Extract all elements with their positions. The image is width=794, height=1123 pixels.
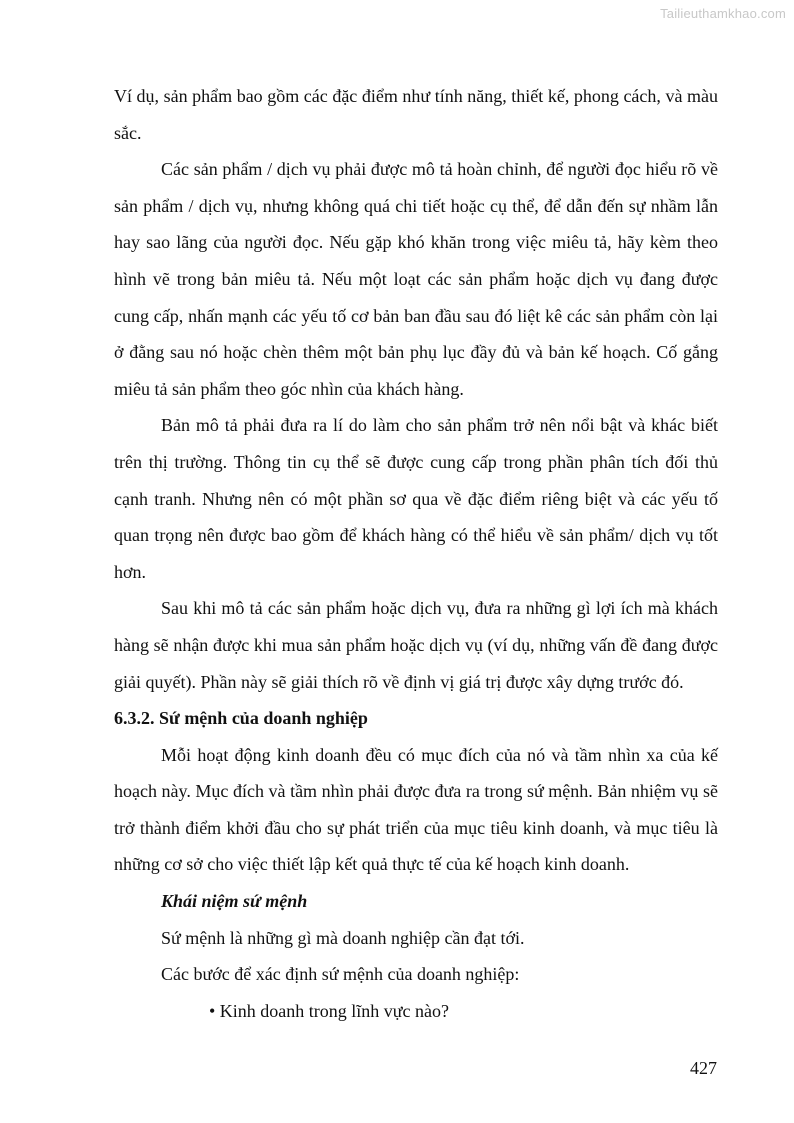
page-body bbox=[114, 78, 718, 1029]
subheading-mission-concept: Khái niệm sứ mệnh bbox=[161, 891, 308, 912]
page-number: 427 bbox=[690, 1058, 717, 1078]
paragraph-mission-intro: Mỗi hoạt động kinh doanh đều có mục đích của nó và tầm nhìn xa của kế hoạch này. Mục đích và tầm nhìn phải được đưa ra trong sứ mệnh. Bản nhiệm vụ sẽ trở thành điểm khởi đầu cho sự phát triển của mục tiêu kinh doanh, và mục tiêu là những cơ sở cho việc thiết lập kết quả thực tế của kế hoạch kinh doanh. bbox=[114, 744, 718, 875]
paragraph-example: Ví dụ, sản phẩm bao gồm các đặc điểm như tính năng, thiết kế, phong cách, và màu sắc. bbox=[114, 86, 718, 143]
watermark-text: Tailieuthamkhao.com bbox=[660, 6, 786, 21]
paragraph-product-description: Các sản phẩm / dịch vụ phải được mô tả hoàn chỉnh, để người đọc hiểu rõ về sản phẩm / dịch vụ, nhưng không quá chi tiết hoặc cụ thể, để dẫn đến sự nhầm lẫn hay sao lãng của người đọc. Nếu gặp khó khăn trong việc miêu tả, hãy kèm theo hình vẽ trong bản miêu tả. Nếu một loạt các sản phẩm hoặc dịch vụ đang được cung cấp, nhấn mạnh các yếu tố cơ bản ban đầu sau đó liệt kê các sản phẩm còn lại ở đằng sau nó hoặc chèn thêm một bản phụ lục đầy đủ và bản kế hoạch. Cố gắng miêu tả sản phẩm theo góc nhìn của khách hàng. bbox=[114, 159, 718, 399]
steps-intro: Các bước để xác định sứ mệnh của doanh nghiệp: bbox=[161, 964, 520, 985]
paragraph-benefits: Sau khi mô tả các sản phẩm hoặc dịch vụ, đưa ra những gì lợi ích mà khách hàng sẽ nhận được khi mua sản phẩm hoặc dịch vụ (ví dụ, những vấn đề đang được giải quyết). Phần này sẽ giải thích rõ về định vị giá trị được xây dựng trước đó. bbox=[114, 598, 718, 692]
paragraph-differentiation: Bản mô tả phải đưa ra lí do làm cho sản phẩm trở nên nổi bật và khác biết trên thị trường. Thông tin cụ thể sẽ được cung cấp trong phần phân tích đối thủ cạnh tranh. Nhưng nên có một phần sơ qua về đặc điểm riêng biệt và các yếu tố quan trọng nên được bao gồm để khách hàng có thể hiểu về sản phẩm/ dịch vụ tốt hơn. bbox=[114, 415, 718, 582]
bullet-item: • Kinh doanh trong lĩnh vực nào? bbox=[209, 1000, 450, 1021]
section-heading: 6.3.2. Sứ mệnh của doanh nghiệp bbox=[114, 708, 368, 729]
mission-definition: Sứ mệnh là những gì mà doanh nghiệp cần đạt tới. bbox=[161, 927, 525, 948]
